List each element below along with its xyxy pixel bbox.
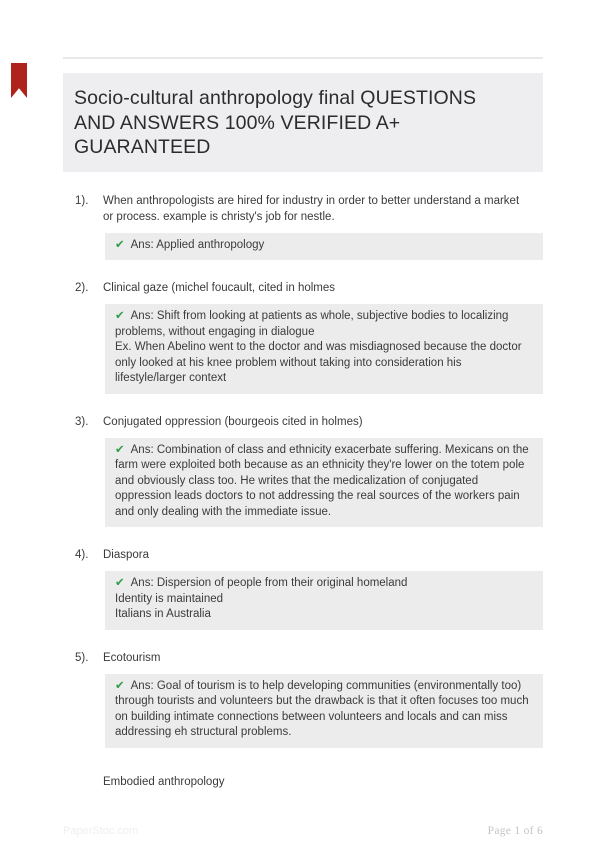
question-row xyxy=(63,547,543,563)
answer-box xyxy=(105,233,543,261)
question-text: Conjugated oppression (bourgeois cited in holmes) xyxy=(103,415,363,428)
question-number: 2). xyxy=(75,282,89,295)
question-row xyxy=(63,280,543,296)
answer-line: Italians in Australia xyxy=(115,608,211,621)
check-icon: ✔ xyxy=(115,577,125,590)
watermark-text: PaperStoc.com xyxy=(63,825,139,837)
answer-box xyxy=(105,438,543,528)
page-content xyxy=(0,57,606,790)
document-title-box xyxy=(63,73,543,172)
answer-line: ✔ Ans: Shift from looking at patients as whole, subjective bodies to localizing problems, without engaging in dialogue xyxy=(115,310,509,338)
questions-list xyxy=(63,193,543,790)
question-number xyxy=(63,774,103,790)
check-icon: ✔ xyxy=(115,310,125,323)
question-row xyxy=(63,774,543,790)
answer-line: ✔ Ans: Applied anthropology xyxy=(115,238,265,251)
question-number: 4). xyxy=(75,549,89,562)
question-number: 3). xyxy=(75,415,89,428)
question-text: Embodied anthropology xyxy=(103,775,225,788)
top-divider xyxy=(63,57,543,59)
question-number: 1). xyxy=(75,194,89,207)
answer-line: Identity is maintained xyxy=(115,592,224,605)
question-item xyxy=(63,774,543,790)
question-item xyxy=(63,650,543,748)
question-item xyxy=(63,193,543,261)
question-row xyxy=(63,414,543,430)
question-row xyxy=(63,650,543,666)
question-item xyxy=(63,280,543,394)
page-title-line: AND ANSWERS 100% VERIFIED A+ xyxy=(74,111,401,134)
question-text: Ecotourism xyxy=(103,651,161,664)
answer-line: ✔ Ans: Dispersion of people from their original homeland xyxy=(115,577,408,590)
question-text: When anthropologists are hired for industry in order to better understand a market or process. example is christy's job for nestle. xyxy=(103,194,520,223)
page-title-line: Socio-cultural anthropology final QUESTIONS xyxy=(74,87,477,109)
answer-box xyxy=(105,674,543,748)
check-icon: ✔ xyxy=(115,443,125,456)
answer-box xyxy=(105,304,543,394)
question-text: Diaspora xyxy=(103,549,150,562)
question-row xyxy=(63,193,543,225)
question-item xyxy=(63,547,543,630)
answer-line: ✔ Ans: Goal of tourism is to help developing communities (environmentally too) through tourists and volunteers but the drawback is that it often focuses too much on building intimate connections between volunteers and locals and can miss addressing eh structural problems. xyxy=(115,679,529,739)
question-text: Clinical gaze (michel foucault, cited in holmes xyxy=(103,282,336,295)
answer-line: Ex. When Abelino went to the doctor and was misdiagnosed because the doctor only looked at his knee problem without taking into consideration his lifestyle/larger context xyxy=(115,341,522,385)
answer-line: ✔ Ans: Combination of class and ethnicity exacerbate suffering. Mexicans on the farm were exploited both because as an ethnicity they're lower on the totem pole and obviously class too. He writes that the medicalization of conjugated oppression leads doctors to not addressing the real sources of the workers pain and only dealing with the immediate issue. xyxy=(115,443,529,518)
check-icon: ✔ xyxy=(115,679,125,692)
page-title-line: GUARANTEED xyxy=(74,136,211,159)
answer-box xyxy=(105,571,543,630)
question-number: 5). xyxy=(75,651,89,664)
question-item xyxy=(63,414,543,528)
page-number-label: Page 1 of 6 xyxy=(487,825,543,837)
document-page xyxy=(0,57,606,857)
check-icon: ✔ xyxy=(115,238,125,251)
